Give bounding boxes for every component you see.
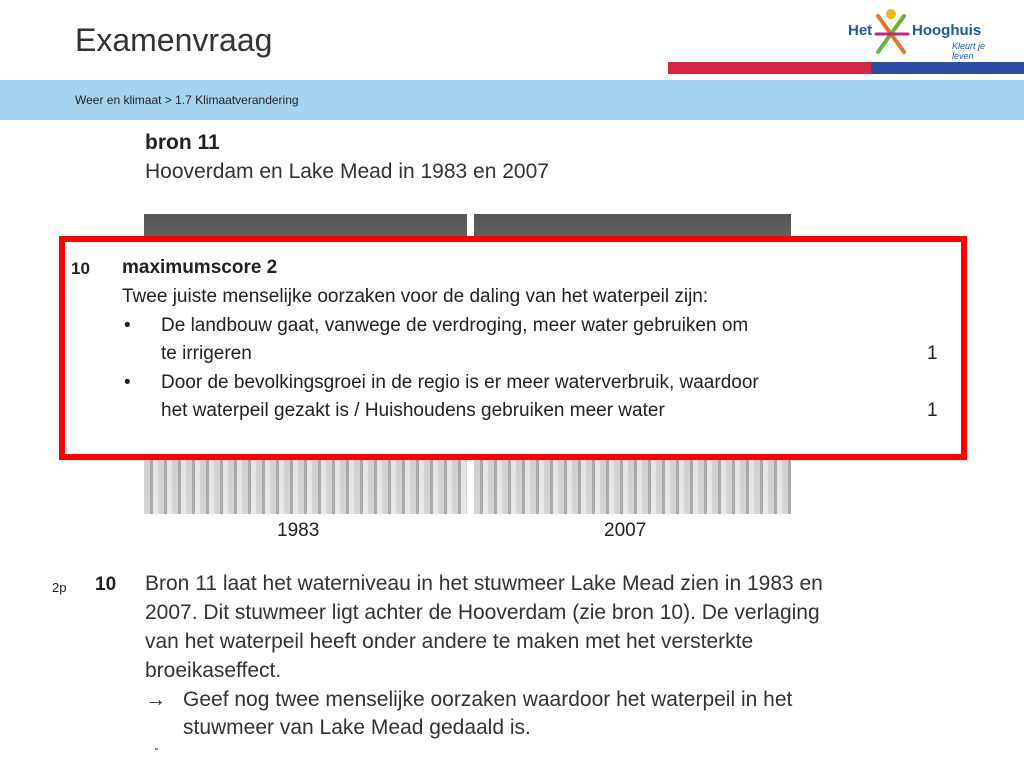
header-stripe-red bbox=[668, 62, 871, 74]
photo-caption-1983: 1983 bbox=[277, 520, 320, 541]
decorative-dot bbox=[155, 748, 158, 750]
answer-item-1-score: 1 bbox=[927, 343, 938, 364]
question-number: 10 bbox=[95, 574, 117, 595]
question-line-3: van het waterpeil heeft onder andere te maken met het versterkte bbox=[145, 630, 754, 653]
answer-item-1-line-1: De landbouw gaat, vanwege de verdroging, meer water gebruiken om bbox=[161, 315, 749, 336]
logo-tagline: Kleurt je leven bbox=[952, 41, 986, 61]
answer-item-2-line-1: Door de bevolkingsgroei in de regio is er meer waterverbruik, waardoor bbox=[161, 372, 759, 393]
header-stripe-blue bbox=[871, 62, 1024, 74]
answer-key-box bbox=[59, 236, 967, 460]
answer-intro: Twee juiste menselijke oorzaken voor de daling van het waterpeil zijn: bbox=[122, 286, 709, 307]
photo-caption-2007: 2007 bbox=[604, 520, 647, 541]
logo-het-text: Het bbox=[848, 22, 873, 39]
answer-item-1-line-2: te irrigeren bbox=[161, 343, 252, 364]
question-line-2: 2007. Dit stuwmeer ligt achter de Hooverdam (zie bron 10). De verlaging bbox=[145, 601, 820, 624]
page-title: Examenvraag bbox=[75, 22, 273, 58]
source-subtitle: Hooverdam en Lake Mead in 1983 en 2007 bbox=[145, 160, 549, 183]
logo-figure-icon bbox=[874, 8, 910, 56]
breadcrumb: Weer en klimaat > 1.7 Klimaatverandering bbox=[75, 93, 299, 107]
question-line-1: Bron 11 laat het waterniveau in het stuwmeer Lake Mead zien in 1983 en bbox=[145, 572, 823, 595]
answer-bullet-2: • bbox=[124, 372, 131, 393]
answer-heading: maximumscore 2 bbox=[122, 257, 278, 278]
source-title: bron 11 bbox=[145, 131, 220, 154]
answer-item-2-score: 1 bbox=[927, 400, 938, 421]
answer-item-2-line-2: het waterpeil gezakt is / Huishoudens gebruiken meer water bbox=[161, 400, 665, 421]
question-line-4: broeikaseffect. bbox=[145, 659, 282, 682]
instruction-line-2: stuwmeer van Lake Mead gedaald is. bbox=[183, 716, 531, 739]
hooghuis-logo bbox=[848, 8, 1008, 60]
logo-name-text: Hooghuis bbox=[912, 22, 982, 39]
arrow-icon: → bbox=[145, 688, 166, 711]
instruction-line-1: Geef nog twee menselijke oorzaken waardoor het waterpeil in het bbox=[183, 688, 793, 711]
question-points: 2p bbox=[52, 580, 67, 595]
answer-number: 10 bbox=[71, 259, 90, 278]
answer-bullet-1: • bbox=[124, 315, 131, 336]
